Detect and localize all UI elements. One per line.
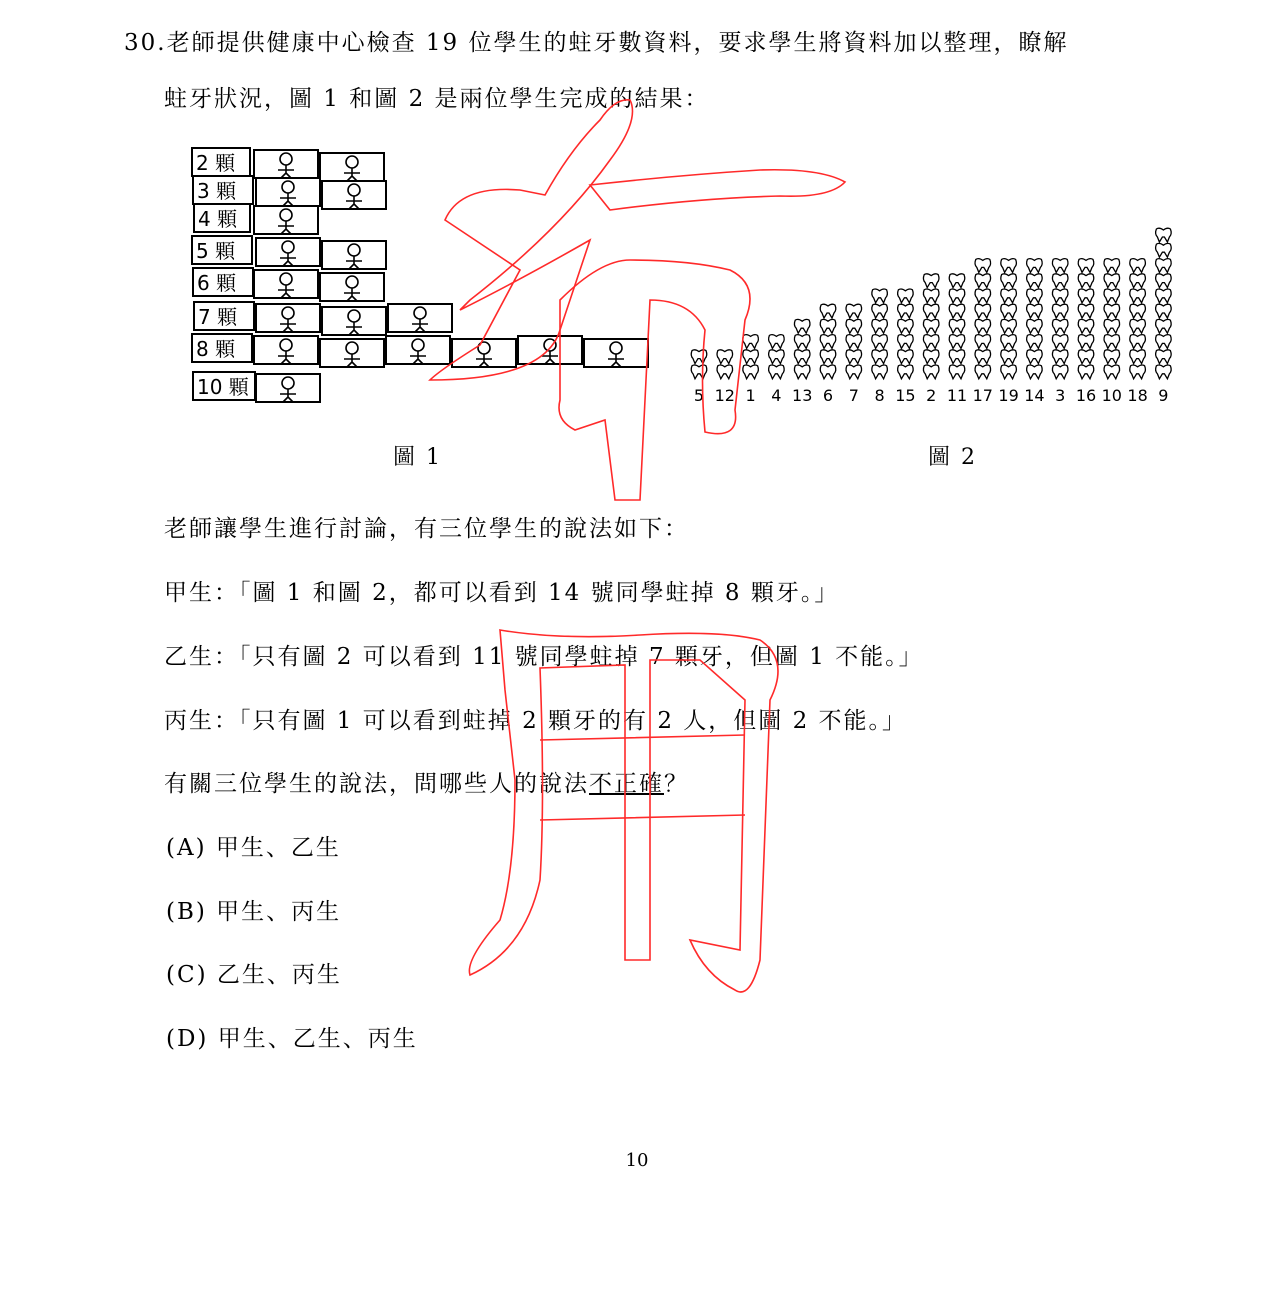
figure-1-row	[193, 372, 320, 402]
figure-2-column	[998, 259, 1018, 405]
figure-2-column	[895, 289, 915, 405]
figure-2-column	[1052, 259, 1068, 405]
tooth-icon	[1156, 259, 1172, 273]
tooth-icon	[975, 319, 991, 333]
figure-2-column	[1127, 259, 1147, 405]
tooth-icon	[872, 365, 888, 379]
figure-2-column	[947, 274, 967, 405]
tooth-icon	[820, 335, 836, 349]
tooth-icon	[975, 274, 991, 288]
tooth-icon	[846, 335, 862, 349]
tooth-icon	[923, 289, 939, 303]
tooth-icon	[1104, 365, 1120, 379]
tooth-icon	[1156, 335, 1172, 349]
tooth-icon	[691, 365, 707, 379]
tooth-icon	[1001, 335, 1017, 349]
tooth-icon	[1052, 274, 1068, 288]
tooth-icon	[1078, 365, 1094, 379]
student-number-label: 13	[792, 386, 813, 405]
tooth-icon	[743, 350, 759, 364]
figure-2-column	[973, 259, 993, 405]
tooth-icon	[1104, 259, 1120, 273]
tooth-icon	[1027, 350, 1043, 364]
figure-2-column	[715, 350, 735, 405]
row-label: 8 顆	[196, 337, 236, 361]
tooth-icon	[975, 335, 991, 349]
student-number-label: 14	[1024, 386, 1045, 405]
figure-2-column	[820, 304, 836, 405]
figure-2-column	[769, 335, 785, 405]
tooth-icon	[1078, 304, 1094, 318]
tooth-icon	[872, 319, 888, 333]
tooth-icon	[743, 335, 759, 349]
figure-1-row	[194, 204, 318, 234]
figure-1-row	[193, 268, 384, 301]
tooth-icon	[1130, 289, 1146, 303]
ask-suffix: ？	[664, 771, 689, 797]
tooth-icon	[923, 274, 939, 288]
option-b[interactable]: (B) 甲生、丙生	[166, 899, 342, 925]
tooth-icon	[1001, 365, 1017, 379]
option-a[interactable]: (A) 甲生、乙生	[166, 835, 341, 861]
tooth-icon	[1052, 319, 1068, 333]
figure-2-column	[792, 319, 812, 405]
student-number-label: 19	[998, 386, 1019, 405]
figure-2-column	[691, 350, 707, 405]
tooth-icon	[923, 365, 939, 379]
option-d[interactable]: (D) 甲生、乙生、丙生	[166, 1026, 418, 1052]
tooth-icon	[1130, 350, 1146, 364]
student-number-label: 11	[946, 386, 968, 405]
tooth-icon	[898, 350, 914, 364]
statement-bing: 丙生：「只有圖 1 可以看到蛀掉 2 顆牙的有 2 人，但圖 2 不能。」	[164, 708, 908, 734]
figure-2-column	[743, 335, 759, 405]
ask-prefix: 有關三位學生的說法，問哪些人的說法	[164, 771, 589, 797]
watermark-char-2	[469, 630, 778, 992]
option-c[interactable]: (C) 乙生、丙生	[166, 962, 342, 988]
tooth-icon	[769, 365, 785, 379]
row-label: 4 顆	[198, 207, 238, 231]
tooth-icon	[1001, 319, 1017, 333]
tooth-icon	[1156, 243, 1172, 257]
tooth-icon	[1130, 319, 1146, 333]
tooth-icon	[949, 350, 965, 364]
tooth-icon	[1130, 259, 1146, 273]
tooth-icon	[794, 350, 810, 364]
tooth-icon	[1052, 259, 1068, 273]
student-number-label: 4	[771, 386, 782, 405]
tooth-icon	[1104, 335, 1120, 349]
tooth-icon	[846, 319, 862, 333]
tooth-icon	[1052, 335, 1068, 349]
tooth-icon	[794, 365, 810, 379]
student-number-label: 2	[926, 386, 937, 405]
tooth-icon	[1027, 335, 1043, 349]
discussion-intro: 老師讓學生進行討論，有三位學生的說法如下：	[164, 516, 689, 542]
row-label: 6 顆	[197, 271, 237, 295]
tooth-icon	[949, 289, 965, 303]
tooth-icon	[769, 350, 785, 364]
tooth-icon	[1104, 289, 1120, 303]
student-number-label: 3	[1055, 386, 1066, 405]
tooth-icon	[1027, 319, 1043, 333]
tooth-icon	[1156, 350, 1172, 364]
tooth-icon	[1104, 274, 1120, 288]
row-label: 3 顆	[197, 179, 237, 203]
tooth-icon	[1130, 304, 1146, 318]
tooth-icon	[975, 259, 991, 273]
tooth-icon	[1027, 259, 1043, 273]
figure-2-column	[1156, 228, 1172, 405]
tooth-icon	[1078, 335, 1094, 349]
tooth-icon	[846, 304, 862, 318]
tooth-icon	[975, 350, 991, 364]
tooth-icon	[846, 365, 862, 379]
tooth-icon	[1104, 319, 1120, 333]
tooth-icon	[691, 350, 707, 364]
question-line-1	[124, 24, 1068, 57]
tooth-icon	[872, 335, 888, 349]
student-number-label: 10	[1101, 386, 1122, 405]
tooth-icon	[898, 289, 914, 303]
question-ask	[164, 765, 689, 798]
tooth-icon	[923, 335, 939, 349]
tooth-icon	[1001, 259, 1017, 273]
tooth-icon	[820, 319, 836, 333]
figure-1-pictograph	[188, 142, 668, 414]
tooth-icon	[975, 304, 991, 318]
tooth-icon	[1001, 304, 1017, 318]
student-number-label: 16	[1075, 386, 1097, 405]
tooth-icon	[1078, 259, 1094, 273]
tooth-icon	[1156, 274, 1172, 288]
tooth-icon	[1052, 350, 1068, 364]
tooth-icon	[794, 335, 810, 349]
tooth-icon	[1156, 304, 1172, 318]
figure-2-tooth-chart	[686, 152, 1182, 410]
row-label: 5 顆	[196, 239, 236, 263]
figure-2-caption: 圖 2	[928, 445, 977, 470]
tooth-icon	[1130, 335, 1146, 349]
figure-2-column	[923, 274, 939, 405]
student-number-label: 5	[693, 386, 705, 405]
tooth-icon	[820, 365, 836, 379]
tooth-icon	[846, 350, 862, 364]
tooth-icon	[975, 289, 991, 303]
tooth-icon	[949, 304, 965, 318]
student-number-label: 15	[895, 386, 916, 405]
tooth-icon	[1027, 304, 1043, 318]
tooth-icon	[1104, 350, 1120, 364]
tooth-icon	[898, 365, 914, 379]
tooth-icon	[872, 350, 888, 364]
tooth-icon	[717, 365, 733, 379]
tooth-icon	[872, 289, 888, 303]
student-number-label: 8	[874, 386, 885, 405]
tooth-icon	[949, 365, 965, 379]
tooth-icon	[923, 304, 939, 318]
tooth-icon	[1052, 365, 1068, 379]
student-number-label: 9	[1158, 386, 1169, 405]
statement-yi: 乙生：「只有圖 2 可以看到 11 號同學蛀掉 7 顆牙，但圖 1 不能。」	[164, 644, 924, 670]
tooth-icon	[1027, 365, 1043, 379]
tooth-icon	[949, 335, 965, 349]
row-label: 7 顆	[198, 305, 238, 329]
tooth-icon	[1052, 304, 1068, 318]
tooth-icon	[717, 350, 733, 364]
tooth-icon	[975, 365, 991, 379]
tooth-icon	[1001, 289, 1017, 303]
student-number-label: 12	[714, 386, 735, 405]
tooth-icon	[898, 304, 914, 318]
tooth-icon	[1156, 319, 1172, 333]
tooth-icon	[923, 319, 939, 333]
figure-2-column	[1024, 259, 1044, 405]
student-number-label: 18	[1127, 386, 1148, 405]
ask-underlined: 不正確	[589, 771, 664, 797]
figure-1-row	[192, 334, 648, 367]
row-label: 10 顆	[197, 375, 249, 399]
tooth-icon	[794, 319, 810, 333]
tooth-icon	[1156, 289, 1172, 303]
tooth-icon	[1130, 365, 1146, 379]
figure-1-caption: 圖 1	[393, 445, 442, 470]
statement-jia: 甲生：「圖 1 和圖 2，都可以看到 14 號同學蛀掉 8 顆牙。」	[164, 580, 840, 606]
tooth-icon	[1156, 365, 1172, 379]
page-number: 10	[625, 1150, 649, 1171]
question-line-2: 蛀牙狀況，圖 1 和圖 2 是兩位學生完成的結果：	[164, 86, 710, 112]
tooth-icon	[820, 304, 836, 318]
tooth-icon	[1078, 274, 1094, 288]
tooth-icon	[1052, 289, 1068, 303]
tooth-icon	[1078, 289, 1094, 303]
tooth-icon	[1156, 228, 1172, 242]
tooth-icon	[1001, 350, 1017, 364]
figure-2-column	[846, 304, 862, 405]
tooth-icon	[923, 350, 939, 364]
tooth-icon	[1078, 350, 1094, 364]
tooth-icon	[898, 319, 914, 333]
tooth-icon	[898, 335, 914, 349]
figure-1-row	[194, 302, 452, 335]
question-number: 30.	[124, 30, 167, 56]
tooth-icon	[872, 304, 888, 318]
student-number-label: 7	[848, 386, 859, 405]
tooth-icon	[820, 350, 836, 364]
tooth-icon	[1104, 304, 1120, 318]
figure-2-column	[1102, 259, 1122, 405]
student-number-label: 6	[822, 386, 834, 405]
tooth-icon	[1130, 274, 1146, 288]
student-number-label: 1	[745, 386, 756, 405]
tooth-icon	[949, 274, 965, 288]
tooth-icon	[1001, 274, 1017, 288]
figure-1-row	[192, 236, 386, 269]
tooth-icon	[743, 365, 759, 379]
student-number-label: 17	[972, 386, 993, 405]
tooth-icon	[769, 335, 785, 349]
tooth-icon	[1027, 274, 1043, 288]
tooth-icon	[1078, 319, 1094, 333]
tooth-icon	[1027, 289, 1043, 303]
tooth-icon	[949, 319, 965, 333]
row-label: 2 顆	[196, 151, 236, 175]
figure-2-column	[872, 289, 888, 405]
question-text-1: 老師提供健康中心檢查 19 位學生的蛀牙數資料，要求學生將資料加以整理，瞭解	[166, 30, 1069, 56]
figure-2-column	[1076, 259, 1096, 405]
